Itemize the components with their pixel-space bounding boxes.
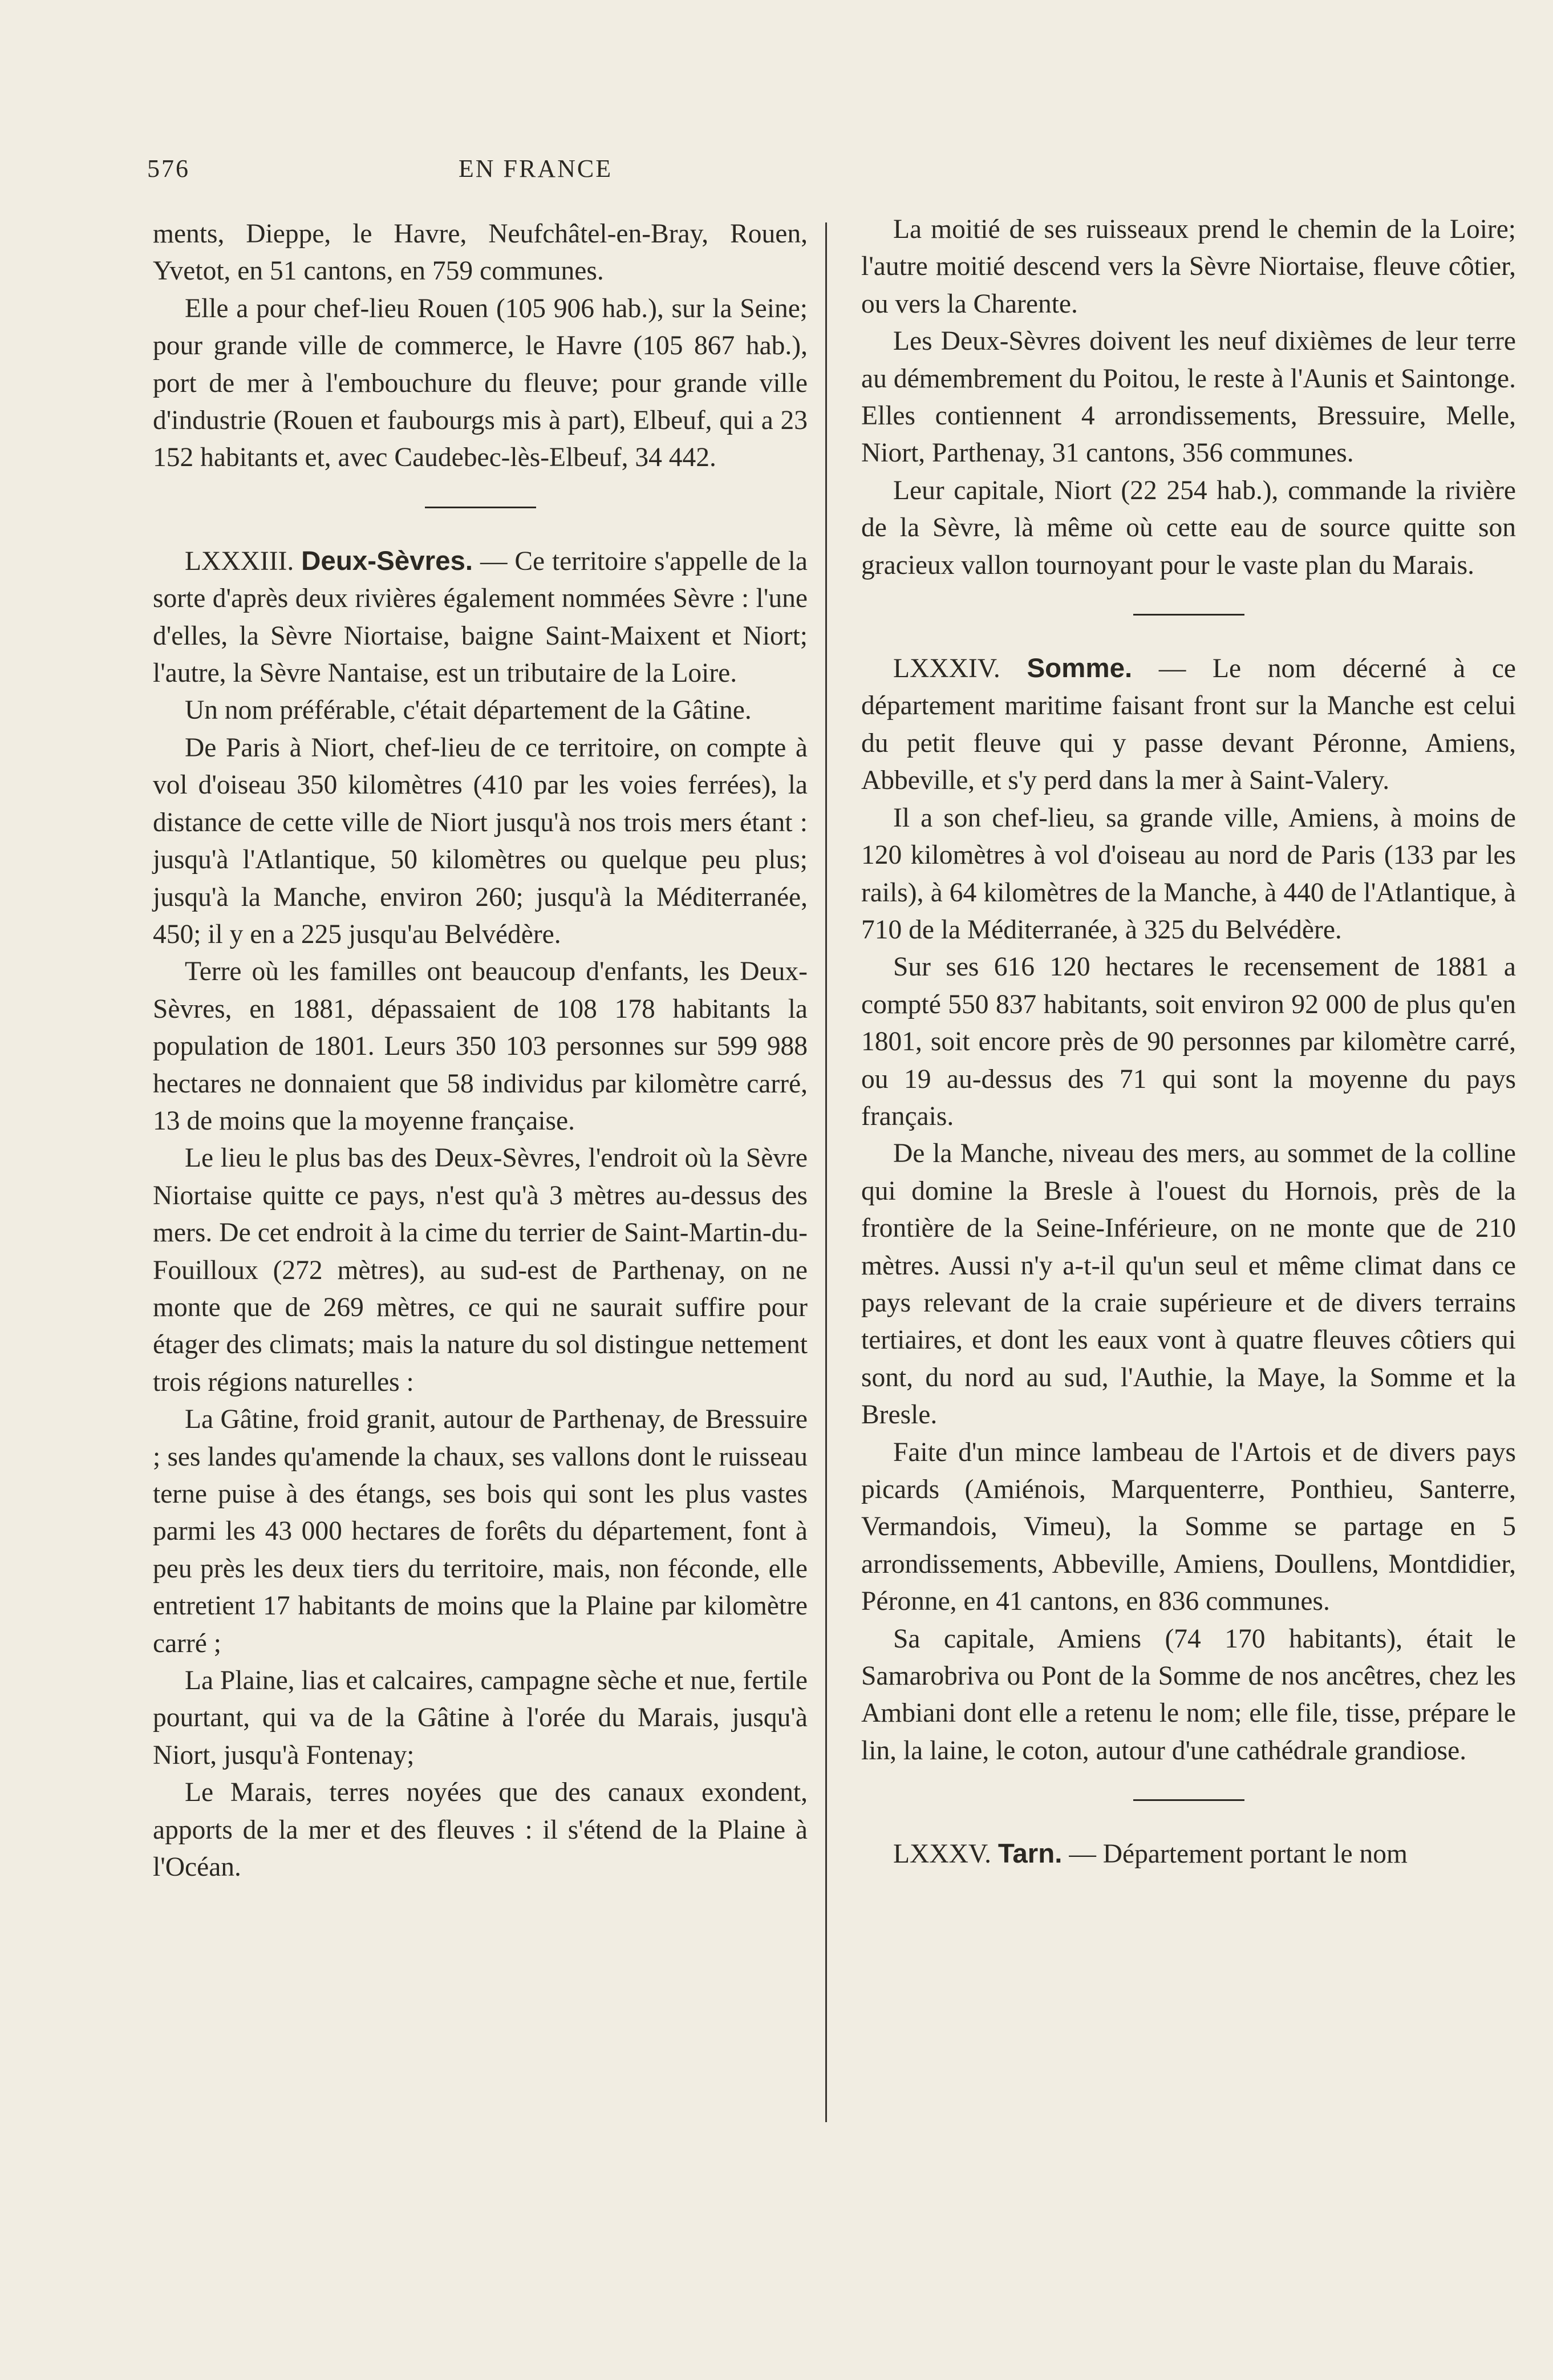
right-column xyxy=(861,211,1516,1873)
left-column xyxy=(153,216,808,1886)
section-separator xyxy=(1133,1799,1244,1801)
paragraph: Sur ses 616 120 hectares le recensement de 1881 a compté 550 837 habitants, soit environ 92 000 de plus qu'en 1801, soit encore près de 90 personnes par kilomètre carré, ou 19 au-dessus des 71 qui sont la moyenne du pays français. xyxy=(861,952,1516,1131)
paragraph: La Plaine, lias et calcaires, campagne sèche et nue, fertile pourtant, qui va de la Gâtine à l'orée du Marais, jusqu'à Niort, jusqu'à Fontenay; xyxy=(153,1666,808,1770)
column-divider xyxy=(825,222,827,2122)
paragraph: Faite d'un mince lambeau de l'Artois et de divers pays picards (Amiénois, Marquenterre, Ponthieu, Santerre, Vermandois, Vimeu), la Somme se partage en 5 arrondissements, Abbeville, Amiens, Doullens, Montdidier, Péronne, en 41 cantons, en 836 communes. xyxy=(861,1437,1516,1617)
paragraph: ments, Dieppe, le Havre, Neufchâtel-en-Bray, Rouen, Yvetot, en 51 cantons, en 759 communes. xyxy=(153,219,808,286)
section-intro: — Ce territoire s'appelle de la sorte d'après deux rivières également nommées Sèvre : l'une d'elles, la Sèvre Niortaise, baigne Saint-Maixent et Niort; l'autre, la Sèvre Nantaise, est un tributaire de la Loire. xyxy=(153,546,808,689)
paragraph: La Gâtine, froid granit, autour de Parthenay, de Bressuire ; ses landes qu'amende la chaux, ses vallons dont le ruisseau terne puise à des étangs, ses bois qui sont les plus vastes parmi les 43 000 hectares de forêts du département, font à peu près les deux tiers du territoire, mais, non féconde, elle entretient 17 habitants de moins que la Plaine par kilomètre carré ; xyxy=(153,1404,808,1658)
section-number: LXXXIV. xyxy=(893,654,1000,684)
paragraph: Les Deux-Sèvres doivent les neuf dixièmes de leur terre au démembrement du Poitou, le reste à l'Aunis et Saintonge. Elles contiennent 4 arrondissements, Bressuire, Melle, Niort, Parthenay, 31 cantons, 356 communes. xyxy=(861,326,1516,468)
section-intro: — Le nom décerné à ce département maritime faisant front sur la Manche est celui du petit fleuve qui y passe devant Péronne, Amiens, Abbeville, et s'y perd dans la mer à Saint-Valery. xyxy=(861,654,1516,796)
section-number: LXXXIII. xyxy=(185,546,294,576)
paragraph: Il a son chef-lieu, sa grande ville, Amiens, à moins de 120 kilomètres à vol d'oiseau au nord de Paris (133 par les rails), à 64 kilomètres de la Manche, à 440 de l'Atlantique, à 710 de la Méditerranée, à 325 du Belvédère. xyxy=(861,803,1516,945)
paragraph: Leur capitale, Niort (22 254 hab.), commande la rivière de la Sèvre, là même où cette eau de source quitte son gracieux vallon tournoyant pour le vaste plan du Marais. xyxy=(861,475,1516,580)
section-name: Deux-Sèvres. xyxy=(301,545,473,576)
paragraph: Un nom préférable, c'était département de la Gâtine. xyxy=(185,695,752,726)
section-heading-lxxxiii xyxy=(153,543,808,693)
paragraph: La moitié de ses ruisseaux prend le chemin de la Loire; l'autre moitié descend vers la Sèvre Niortaise, fleuve côtier, ou vers la Charente. xyxy=(861,214,1516,319)
section-name: Tarn. xyxy=(998,1839,1063,1869)
section-number: LXXXV. xyxy=(893,1839,991,1869)
section-heading-lxxxv xyxy=(861,1835,1516,1873)
running-title: EN FRANCE xyxy=(458,155,613,183)
section-separator xyxy=(425,507,536,508)
section-separator xyxy=(1133,614,1244,616)
paragraph: De la Manche, niveau des mers, au sommet de la colline qui domine la Bresle à l'ouest du Hornois, près de la frontière de la Seine-Inférieure, on ne monte que de 210 mètres. Aussi n'y a-t-il qu'un seul et même climat dans ce pays relevant de la craie supérieure et de divers terrains tertiaires, et dont les eaux vont à quatre fleuves côtiers qui sont, du nord au sud, l'Authie, la Maye, la Somme et la Bresle. xyxy=(861,1139,1516,1430)
paragraph: Terre où les familles ont beaucoup d'enfants, les Deux-Sèvres, en 1881, dépassaient de 108 178 habitants la population de 1801. Leurs 350 103 personnes sur 599 988 hectares ne donnaient que 58 individus par kilomètre carré, 13 de moins que la moyenne française. xyxy=(153,957,808,1136)
page-number: 576 xyxy=(147,155,190,183)
paragraph: Sa capitale, Amiens (74 170 habitants), était le Samarobriva ou Pont de la Somme de nos ancêtres, chez les Ambiani dont elle a retenu le nom; elle file, tisse, prépare le lin, la laine, le coton, autour d'une cathédrale grandiose. xyxy=(861,1624,1516,1766)
paragraph: Le Marais, terres noyées que des canaux exondent, apports de la mer et des fleuves : il s'étend de la Plaine à l'Océan. xyxy=(153,1778,808,1883)
paragraph: Elle a pour chef-lieu Rouen (105 906 hab.), sur la Seine; pour grande ville de commerce, le Havre (105 867 hab.), port de mer à l'embouchure du fleuve; pour grande ville d'industrie (Rouen et faubourgs mis à part), Elbeuf, qui a 23 152 habitants et, avec Caudebec-lès-Elbeuf, 34 442. xyxy=(153,293,808,473)
paragraph: Le lieu le plus bas des Deux-Sèvres, l'endroit où la Sèvre Niortaise quitte ce pays, n'est qu'à 3 mètres au-dessus des mers. De cet endroit à la cime du terrier de Saint-Martin-du-Fouilloux (272 mètres), au sud-est de Parthenay, on ne monte que de 269 mètres, ce qui ne saurait suffire pour étager des climats; mais la nature du sol distingue nettement trois régions naturelles : xyxy=(153,1143,808,1397)
paragraph: De Paris à Niort, chef-lieu de ce territoire, on compte à vol d'oiseau 350 kilomètres (410 par les voies ferrées), la distance de cette ville de Niort jusqu'à nos trois mers étant : jusqu'à l'Atlantique, 50 kilomètres ou quelque peu plus; jusqu'à la Manche, environ 260; jusqu'à la Méditerranée, 450; il y en a 225 jusqu'au Belvédère. xyxy=(153,732,808,949)
section-intro: — Département portant le nom xyxy=(1062,1839,1408,1869)
section-heading-lxxxiv xyxy=(861,650,1516,800)
section-name: Somme. xyxy=(1027,653,1133,684)
